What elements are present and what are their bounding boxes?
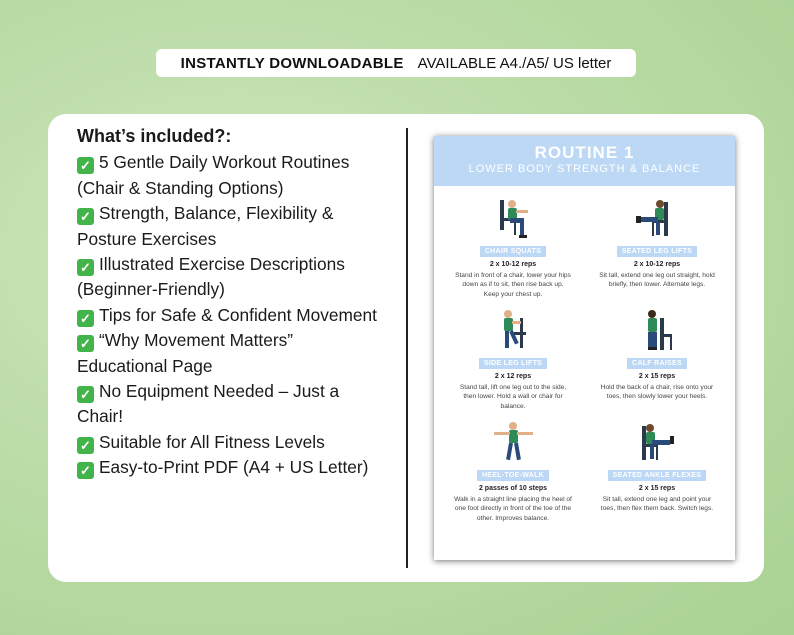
exercise-reps: 2 x 10-12 reps [489, 261, 537, 268]
exercise-card [438, 420, 588, 523]
exercise-card [582, 308, 732, 402]
included-item: ✓ Illustrated Exercise Descriptions (Beginner-Friendly) [77, 254, 345, 300]
checkmark-icon: ✓ [77, 208, 94, 225]
checkmark-icon: ✓ [77, 310, 94, 327]
checkmark-icon: ✓ [77, 157, 94, 174]
exercise-reps: 2 x 15 reps [638, 485, 676, 492]
exercise-reps: 2 x 15 reps [638, 373, 676, 380]
included-item: ✓ Strength, Balance, Flexibility & Posture Exercises [77, 203, 334, 249]
exercise-reps: 2 passes of 10 steps [478, 485, 548, 492]
checkmark-icon: ✓ [77, 437, 94, 454]
banner-bold-text: INSTANTLY DOWNLOADABLE [180, 54, 404, 72]
exercise-name: SEATED ANKLE FLEXES [608, 470, 707, 481]
exercise-name: SEATED LEG LIFTS [617, 246, 697, 257]
routine-sheet-preview [434, 136, 735, 560]
checkmark-icon: ✓ [77, 386, 94, 403]
seated-ankle-flex-figure-icon [634, 420, 680, 464]
exercise-name: CHAIR SQUATS [480, 246, 546, 257]
heel-toe-walk-figure-icon [490, 420, 536, 464]
exercise-description: Walk in a straight line placing the heel of one foot directly in front of the toe of the other. Improves balance. [454, 496, 572, 522]
exercise-description: Stand in front of a chair, lower your hips down as if to sit, then rise back up. Keep your chest up. [455, 272, 571, 298]
exercise-reps: 2 x 10-12 reps [633, 261, 681, 268]
checkmark-icon: ✓ [77, 335, 94, 352]
content-panel [48, 114, 764, 582]
exercise-description: Sit tall, extend one leg and point your toes, then flex them back. Switch legs. [600, 496, 714, 513]
exercise-card [438, 308, 588, 411]
included-heading: What’s included?: [77, 126, 232, 146]
routine-header [434, 136, 735, 186]
included-item: ✓ 5 Gentle Daily Workout Routines (Chair & Standing Options) [77, 152, 350, 198]
included-item: ✓ Tips for Safe & Confident Movement [77, 303, 377, 328]
exercise-name: HEEL-TOE-WALK [477, 470, 549, 481]
exercise-name: CALF RAISES [627, 358, 687, 369]
exercise-card [438, 196, 588, 299]
checkmark-icon: ✓ [77, 462, 94, 479]
routine-title: ROUTINE 1 [534, 143, 635, 162]
side-leg-lift-figure-icon [490, 308, 536, 352]
vertical-divider [406, 128, 408, 568]
seated-leg-lift-figure-icon [634, 196, 680, 240]
exercise-card [582, 420, 732, 514]
banner-format-text: AVAILABLE A4./A5/ US letter [417, 54, 612, 72]
included-item: ✓ “Why Movement Matters” Educational Page [77, 330, 293, 376]
included-item: ✓ Easy-to-Print PDF (A4 + US Letter) [77, 455, 377, 480]
chair-squat-figure-icon [490, 196, 536, 240]
checkmark-icon: ✓ [77, 259, 94, 276]
included-item: ✓ Suitable for All Fitness Levels [77, 430, 377, 455]
included-list [77, 124, 377, 481]
exercise-description: Sit tall, extend one leg out straight, hold briefly, then lower. Alternate legs. [599, 272, 715, 289]
exercise-card [582, 196, 732, 290]
exercise-reps: 2 x 12 reps [494, 373, 532, 380]
exercise-description: Hold the back of a chair, rise onto your toes, then slowly lower your heels. [600, 384, 714, 401]
exercise-description: Stand tall, lift one leg out to the side, then lower. Hold a wall or chair for balance. [459, 384, 567, 410]
included-item: ✓ No Equipment Needed – Just a Chair! [77, 381, 340, 427]
exercise-name: SIDE LEG LIFTS [479, 358, 547, 369]
calf-raise-figure-icon [634, 308, 680, 352]
download-banner [156, 49, 636, 77]
routine-subtitle: LOWER BODY STRENGTH & BALANCE [468, 163, 701, 175]
